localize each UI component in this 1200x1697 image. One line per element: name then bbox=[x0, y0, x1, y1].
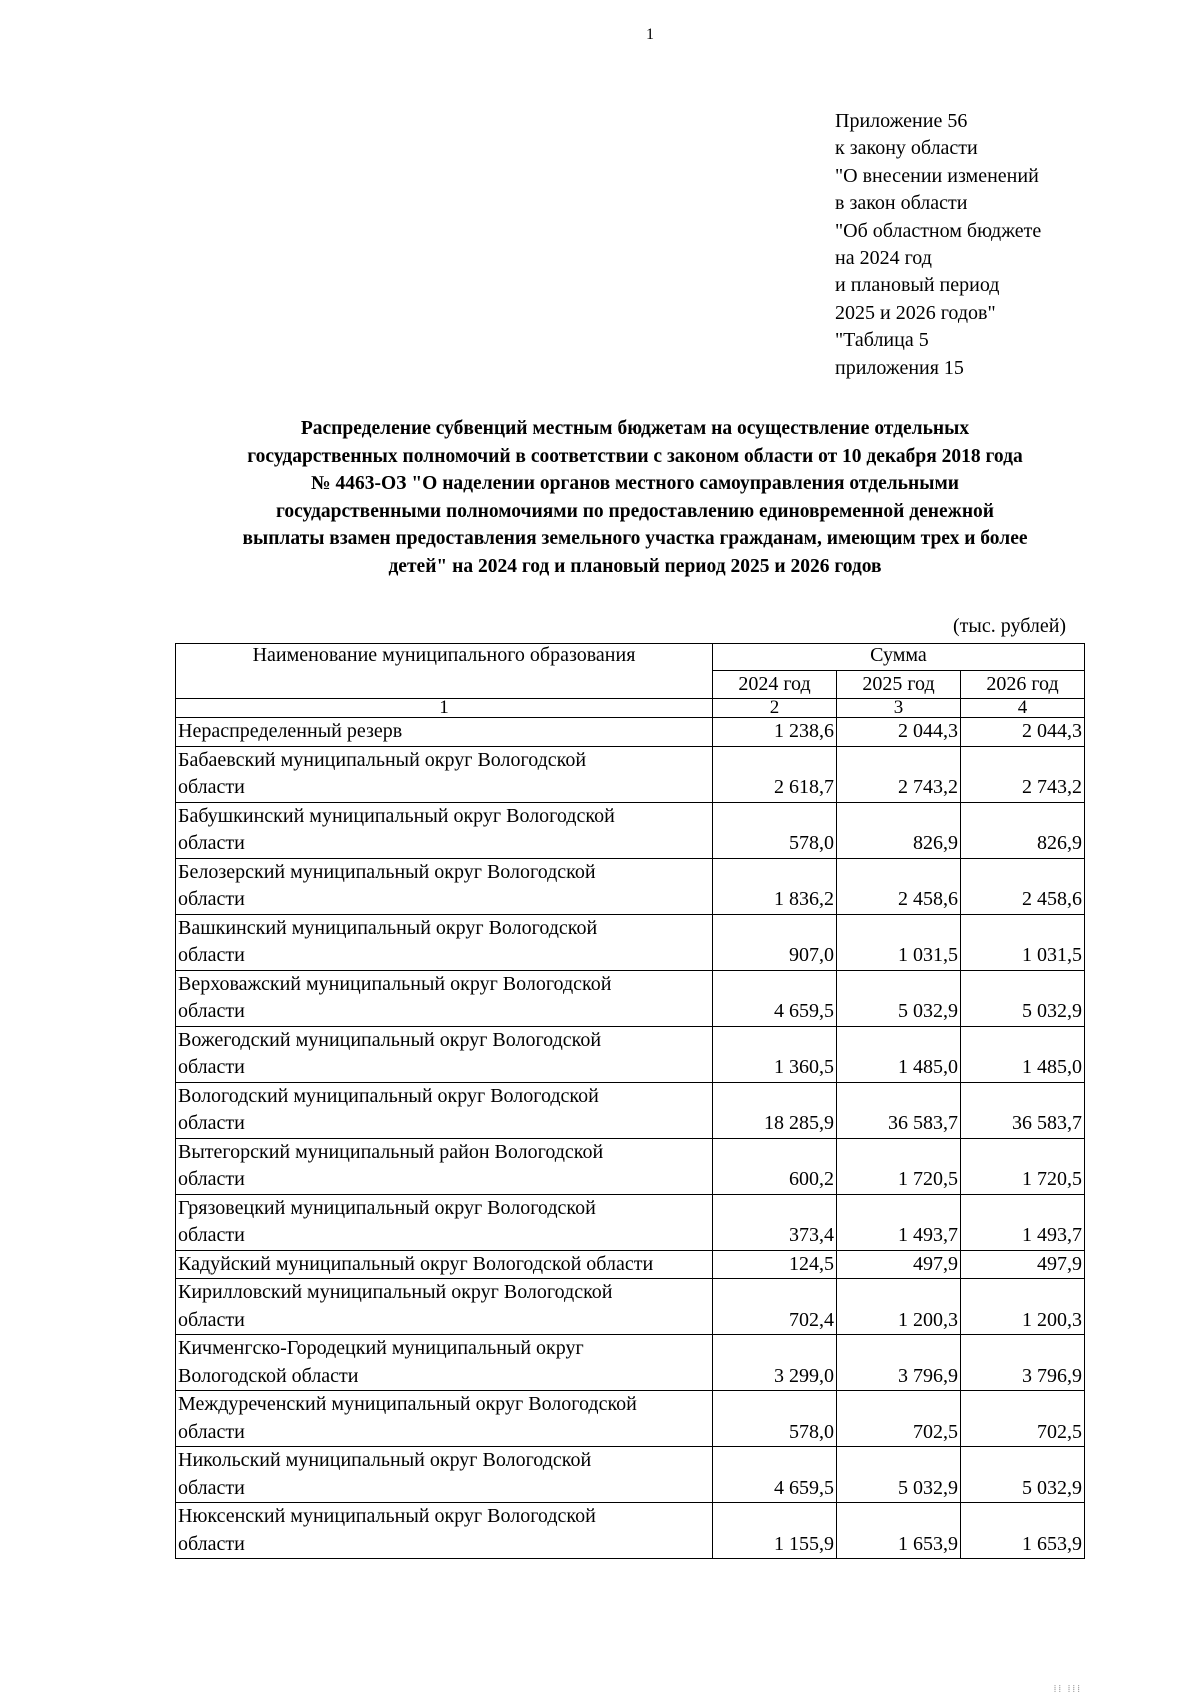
municipality-name bbox=[176, 914, 713, 970]
municipality-name-line: Нюксенский муниципальный округ Вологодской bbox=[178, 1505, 596, 1527]
amount-2024: 578,0 bbox=[713, 1391, 837, 1447]
municipality-name-line: области bbox=[178, 832, 245, 854]
municipality-name-line: области bbox=[178, 1168, 245, 1190]
municipality-name bbox=[176, 718, 713, 747]
amount-2025: 1 485,0 bbox=[837, 1026, 961, 1082]
title-line: детей" на 2024 год и плановый период 2025 и 2026 годов bbox=[388, 555, 882, 577]
table-row bbox=[176, 1391, 1085, 1447]
amount-2026: 5 032,9 bbox=[961, 1447, 1085, 1503]
appendix-line: приложения 15 bbox=[835, 356, 964, 379]
municipality-name-line: Вологодский муниципальный округ Вологодской bbox=[178, 1084, 599, 1107]
table-row bbox=[176, 1026, 1085, 1082]
title-line: государственных полномочий в соответствии с законом области от 10 декабря 2018 года bbox=[247, 445, 1023, 467]
header-year: 2024 год bbox=[713, 671, 837, 699]
amount-2025: 702,5 bbox=[837, 1391, 961, 1447]
municipality-name bbox=[176, 746, 713, 802]
document-title bbox=[175, 415, 1095, 581]
amount-2024: 600,2 bbox=[713, 1138, 837, 1194]
amount-2025: 5 032,9 bbox=[837, 970, 961, 1026]
municipality-name-line: области bbox=[178, 1224, 245, 1246]
municipality-name-line: Бабаевский муниципальный округ Вологодской bbox=[178, 748, 587, 771]
table-row bbox=[176, 718, 1085, 747]
municipality-name-line: области bbox=[178, 1532, 245, 1555]
table-row bbox=[176, 1250, 1085, 1279]
table-row bbox=[176, 1279, 1085, 1335]
amount-2026: 2 743,2 bbox=[961, 746, 1085, 802]
table-row bbox=[176, 858, 1085, 914]
municipality-name-line: Бабушкинский муниципальный округ Вологодской bbox=[178, 804, 615, 827]
table-row bbox=[176, 970, 1085, 1026]
appendix-line: 2025 и 2026 годов" bbox=[835, 301, 996, 324]
subvention-table bbox=[175, 643, 1085, 1559]
column-number: 4 bbox=[961, 699, 1085, 718]
amount-2024: 702,4 bbox=[713, 1279, 837, 1335]
title-line: № 4463-ОЗ "О наделении органов местного самоуправления отдельными bbox=[311, 473, 959, 495]
amount-2024: 373,4 bbox=[713, 1194, 837, 1250]
amount-2026: 1 653,9 bbox=[961, 1503, 1085, 1559]
appendix-line: "Об областном бюджете bbox=[835, 219, 1042, 242]
appendix-line: на 2024 год bbox=[835, 247, 932, 270]
amount-2024: 578,0 bbox=[713, 802, 837, 858]
header-year: 2026 год bbox=[961, 671, 1085, 699]
amount-2026: 3 796,9 bbox=[961, 1335, 1085, 1391]
table-row bbox=[176, 802, 1085, 858]
amount-2024: 18 285,9 bbox=[713, 1082, 837, 1138]
municipality-name bbox=[176, 802, 713, 858]
municipality-name-line: Белозерский муниципальный округ Вологодской bbox=[178, 860, 596, 883]
municipality-name-line: области bbox=[178, 888, 245, 910]
amount-2025: 1 720,5 bbox=[837, 1138, 961, 1194]
amount-2025: 497,9 bbox=[837, 1250, 961, 1279]
amount-2024: 4 659,5 bbox=[713, 1447, 837, 1503]
municipality-name bbox=[176, 1138, 713, 1194]
amount-2026: 1 200,3 bbox=[961, 1279, 1085, 1335]
table-row bbox=[176, 1335, 1085, 1391]
municipality-name-line: Вытегорский муниципальный район Вологодской bbox=[178, 1140, 604, 1163]
appendix-line: "О внесении изменений bbox=[835, 164, 1039, 187]
table-row bbox=[176, 1138, 1085, 1194]
amount-2026: 1 493,7 bbox=[961, 1194, 1085, 1250]
amount-2024: 1 155,9 bbox=[713, 1503, 837, 1559]
amount-2024: 907,0 bbox=[713, 914, 837, 970]
municipality-name bbox=[176, 1447, 713, 1503]
title-line: Распределение субвенций местным бюджетам на осуществление отдельных bbox=[300, 418, 970, 439]
header-row bbox=[176, 644, 1085, 671]
amount-2025: 1 200,3 bbox=[837, 1279, 961, 1335]
amount-2024: 1 836,2 bbox=[713, 858, 837, 914]
municipality-name bbox=[176, 1082, 713, 1138]
title-line: государственными полномочиями по предоставлению единовременной денежной bbox=[275, 500, 995, 522]
header-year: 2025 год bbox=[837, 671, 961, 699]
column-number-row bbox=[176, 699, 1085, 718]
amount-2025: 5 032,9 bbox=[837, 1447, 961, 1503]
municipality-name bbox=[176, 1279, 713, 1335]
table-row bbox=[176, 1447, 1085, 1503]
table-row bbox=[176, 746, 1085, 802]
municipality-name bbox=[176, 1026, 713, 1082]
title-line: выплаты взамен предоставления земельного участка гражданам, имеющим трех и более bbox=[242, 528, 1028, 550]
amount-2026: 497,9 bbox=[961, 1250, 1085, 1279]
appendix-note bbox=[835, 108, 1041, 382]
municipality-name-line: Кичменгско-Городецкий муниципальный округ bbox=[178, 1337, 584, 1359]
municipality-name-line: Кадуйский муниципальный округ Вологодской области bbox=[178, 1252, 654, 1275]
column-number: 2 bbox=[713, 699, 837, 718]
amount-2025: 36 583,7 bbox=[837, 1082, 961, 1138]
amount-2025: 826,9 bbox=[837, 802, 961, 858]
amount-2024: 124,5 bbox=[713, 1250, 837, 1279]
municipality-name-line: Кирилловский муниципальный округ Вологодской bbox=[178, 1281, 613, 1303]
scan-mark: ⁞⁞ ⁞⁞⁞ bbox=[1053, 1684, 1082, 1695]
municipality-name bbox=[176, 970, 713, 1026]
amount-2025: 3 796,9 bbox=[837, 1335, 961, 1391]
amount-2026: 2 458,6 bbox=[961, 858, 1085, 914]
amount-2026: 826,9 bbox=[961, 802, 1085, 858]
amount-2025: 1 031,5 bbox=[837, 914, 961, 970]
municipality-name-line: области bbox=[178, 1000, 245, 1022]
column-number: 3 bbox=[837, 699, 961, 718]
municipality-name-line: Вожегодский муниципальный округ Вологодской bbox=[178, 1028, 602, 1051]
municipality-name bbox=[176, 1335, 713, 1391]
appendix-line: и плановый период bbox=[835, 274, 1000, 297]
municipality-name-line: Нераспределенный резерв bbox=[178, 720, 403, 742]
municipality-name-line: Вологодской области bbox=[178, 1364, 359, 1387]
municipality-name-line: области bbox=[178, 1056, 245, 1078]
appendix-line: к закону области bbox=[835, 137, 978, 160]
amount-2024: 2 618,7 bbox=[713, 746, 837, 802]
municipality-name bbox=[176, 1391, 713, 1447]
amount-2025: 2 458,6 bbox=[837, 858, 961, 914]
table-row bbox=[176, 1503, 1085, 1559]
amount-2025: 1 653,9 bbox=[837, 1503, 961, 1559]
municipality-name bbox=[176, 1250, 713, 1279]
amount-2024: 1 238,6 bbox=[713, 718, 837, 747]
municipality-name-line: области bbox=[178, 1420, 245, 1443]
municipality-name-line: Вашкинский муниципальный округ Вологодской bbox=[178, 916, 598, 939]
units-label: (тыс. рублей) bbox=[953, 615, 1067, 637]
amount-2026: 36 583,7 bbox=[961, 1082, 1085, 1138]
amount-2024: 4 659,5 bbox=[713, 970, 837, 1026]
municipality-name-line: Верховажский муниципальный округ Вологодской bbox=[178, 972, 612, 995]
amount-2024: 3 299,0 bbox=[713, 1335, 837, 1391]
amount-2026: 2 044,3 bbox=[961, 718, 1085, 747]
header-name: Наименование муниципального образования bbox=[176, 644, 713, 699]
amount-2026: 702,5 bbox=[961, 1391, 1085, 1447]
appendix-line: "Таблица 5 bbox=[835, 329, 929, 352]
header-sum: Сумма bbox=[713, 644, 1085, 671]
table-row bbox=[176, 1082, 1085, 1138]
table-row bbox=[176, 914, 1085, 970]
amount-2026: 1 485,0 bbox=[961, 1026, 1085, 1082]
amount-2025: 1 493,7 bbox=[837, 1194, 961, 1250]
amount-2026: 5 032,9 bbox=[961, 970, 1085, 1026]
municipality-name-line: области bbox=[178, 1476, 245, 1499]
appendix-line: в закон области bbox=[835, 192, 968, 215]
amount-2026: 1 031,5 bbox=[961, 914, 1085, 970]
municipality-name bbox=[176, 1194, 713, 1250]
municipality-name-line: области bbox=[178, 1308, 245, 1331]
table-row bbox=[176, 1194, 1085, 1250]
amount-2024: 1 360,5 bbox=[713, 1026, 837, 1082]
municipality-name bbox=[176, 1503, 713, 1559]
municipality-name-line: области bbox=[178, 944, 245, 966]
municipality-name-line: Грязовецкий муниципальный округ Вологодской bbox=[178, 1196, 596, 1219]
municipality-name-line: Никольский муниципальный округ Вологодской bbox=[178, 1449, 592, 1471]
municipality-name-line: области bbox=[178, 1112, 245, 1134]
municipality-name bbox=[176, 858, 713, 914]
page-number: 1 bbox=[646, 26, 654, 43]
amount-2025: 2 044,3 bbox=[837, 718, 961, 747]
municipality-name-line: области bbox=[178, 776, 245, 798]
column-number: 1 bbox=[176, 699, 713, 718]
amount-2025: 2 743,2 bbox=[837, 746, 961, 802]
amount-2026: 1 720,5 bbox=[961, 1138, 1085, 1194]
municipality-name-line: Междуреченский муниципальный округ Вологодской bbox=[178, 1393, 637, 1415]
appendix-line: Приложение 56 bbox=[835, 110, 968, 132]
